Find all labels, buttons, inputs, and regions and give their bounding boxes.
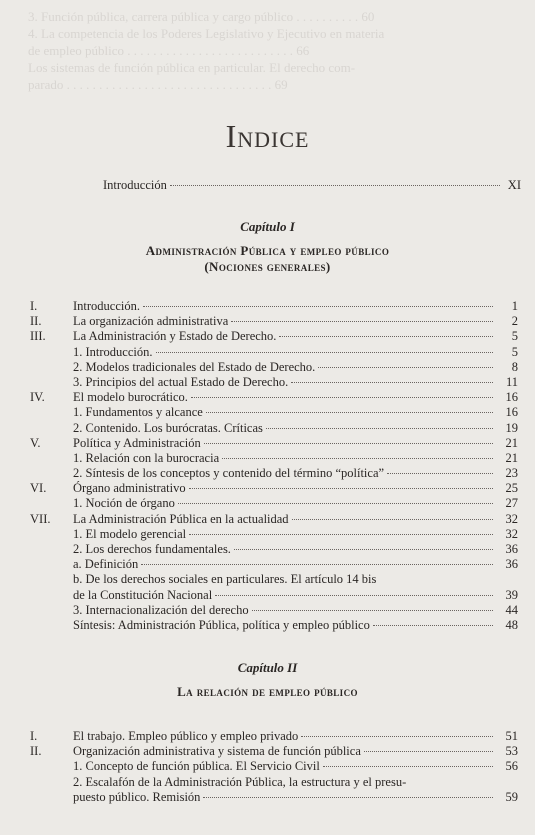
toc-entry[interactable] [30,451,518,466]
toc-entry[interactable] [30,314,518,329]
toc-entry[interactable] [30,557,518,572]
dot-leader [170,185,500,186]
toc-entry-numeral: IV. [30,390,45,405]
toc-entry[interactable] [30,390,518,405]
toc-entry-introduction[interactable] [103,178,521,194]
toc-page-number: 36 [505,557,518,572]
toc-page-number: 19 [505,420,518,435]
dot-leader [203,797,493,798]
show-through-line: 3. Función pública, carrera pública y cargo público . . . . . . . . . . 60 [28,9,375,24]
toc-entry-label: puesto público. Remisión [73,789,201,804]
chapter-2-number: Capítulo II [237,660,298,675]
toc-entry[interactable] [30,603,518,618]
toc-page-number: XI [507,178,521,192]
toc-page-number: 11 [505,374,518,389]
toc-entry-label: 1. Concepto de función pública. El Servicio Civil [73,759,320,774]
dot-leader [387,473,493,474]
show-through-line: Los sistemas de función pública en particular. El derecho com- [28,60,356,75]
toc-entry[interactable] [30,729,518,744]
toc-entry-label: Política y Administración [73,435,201,450]
toc-page-number: 1 [511,299,518,313]
dot-leader [318,367,493,368]
show-through-line: 4. La competencia de los Poderes Legislativo y Ejecutivo en materia [28,26,385,41]
toc-page-number: 5 [511,329,518,344]
toc-entry-label: Síntesis: Administración Pública, política y empleo público [73,617,370,632]
toc-entry[interactable] [30,759,518,774]
toc-entry-label: 2. Modelos tradicionales del Estado de Derecho. [73,359,316,374]
toc-entry-numeral: II. [30,744,42,759]
toc-entry[interactable] [30,572,518,587]
toc-page-number: 36 [505,542,518,556]
toc-page-number: 16 [505,390,518,405]
chapter-2-toc [30,729,518,805]
toc-entry[interactable] [30,299,518,314]
toc-entry-label: a. Definición [73,557,139,572]
toc-entry[interactable] [30,436,518,451]
toc-entry-label: Órgano administrativo [73,481,186,496]
toc-page-number: 5 [511,344,518,359]
toc-page-number: 53 [505,744,518,759]
toc-page-number: 56 [505,759,518,774]
toc-entry-label: 3. Principios del actual Estado de Derecho. [73,374,289,389]
toc-page-number: 59 [505,789,518,804]
toc-entry-numeral: III. [30,329,46,344]
toc-entry[interactable] [30,329,518,344]
toc-entry-numeral: I. [30,299,38,313]
toc-entry-label: 1. Introducción. [73,344,153,359]
toc-entry[interactable] [30,618,518,633]
toc-entry-label: 2. Síntesis de los conceptos y contenido del término “política” [73,466,385,481]
toc-entry-numeral: V. [30,435,41,450]
toc-entry-label: b. De los derechos sociales en particulares. El artículo 14 bis [73,572,377,587]
toc-entry[interactable] [30,375,518,390]
toc-entry-label: Organización administrativa y sistema de función pública [73,744,361,759]
toc-entry-numeral: I. [30,729,38,743]
toc-entry[interactable] [30,775,518,790]
dot-leader [178,503,493,504]
toc-entry[interactable] [30,496,518,511]
page-title: Indice [225,118,310,154]
toc-entry-numeral: VI. [30,481,47,496]
dot-leader [292,519,493,520]
toc-page-number: 2 [511,314,518,329]
toc-entry-label: 1. Relación con la burocracia [73,450,220,465]
toc-page-number: 21 [505,450,518,465]
toc-entry[interactable] [30,542,518,557]
toc-entry-label: La Administración Pública en la actualidad [73,511,289,526]
toc-page-number: 21 [505,435,518,450]
toc-page-number: 51 [505,729,518,743]
toc-page-number: 44 [505,602,518,617]
dot-leader [234,549,493,550]
toc-page-number: 23 [505,466,518,481]
toc-page-number: 16 [505,405,518,420]
toc-entry[interactable] [30,790,518,805]
dot-leader [191,397,493,398]
show-through-line: parado . . . . . . . . . . . . . . . . . . . . . . . . . . . . . . . . 69 [28,77,288,92]
dot-leader [266,428,493,429]
dot-leader [156,352,494,353]
toc-entry-label: 2. Escalafón de la Administración Pública, la estructura y el presu- [73,774,407,789]
chapter-1-title: Administración Pública y empleo público [145,243,390,258]
toc-entry-label: 1. El modelo gerencial [73,526,187,541]
toc-entry[interactable] [30,405,518,420]
toc-page-number: 39 [505,587,518,602]
chapter-1-number: Capítulo I [240,219,295,234]
dot-leader [323,766,493,767]
toc-entry-label: Introducción [103,178,167,192]
chapter-2-title: La relación de empleo público [177,684,358,699]
toc-entry-label: 3. Internacionalización del derecho [73,602,249,617]
toc-entry-label: 1. Noción de órgano [73,496,175,511]
toc-page-number: 25 [505,481,518,496]
toc-entry-label: El trabajo. Empleo público y empleo privado [73,729,299,743]
toc-entry[interactable] [30,744,518,759]
dot-leader [189,534,493,535]
toc-page-number: 48 [505,617,518,632]
toc-entry[interactable] [30,527,518,542]
dot-leader [364,751,493,752]
toc-entry[interactable] [30,345,518,360]
toc-entry[interactable] [30,360,518,375]
dot-leader [222,458,493,459]
toc-entry[interactable] [30,421,518,436]
dot-leader [189,488,493,489]
toc-entry-label: Introducción. [73,299,140,313]
toc-entry-label: 2. Contenido. Los burócratas. Críticas [73,420,263,435]
dot-leader [231,321,493,322]
show-through-line: de empleo público . . . . . . . . . . . . . . . . . . . . . . . . . . 66 [28,43,310,58]
chapter-1-subtitle: (Nociones generales) [204,259,331,274]
toc-entry[interactable] [30,481,518,496]
dot-leader [204,443,493,444]
toc-page-number: 27 [505,496,518,511]
toc-entry[interactable] [30,512,518,527]
dot-leader [215,595,493,596]
dot-leader [141,564,493,565]
dot-leader [373,625,493,626]
toc-entry-numeral: II. [30,314,42,329]
dot-leader [301,736,493,737]
toc-entry-label: de la Constitución Nacional [73,587,213,602]
toc-page-number: 32 [505,511,518,526]
dot-leader [252,610,493,611]
dot-leader [206,412,493,413]
toc-entry-label: 1. Fundamentos y alcance [73,405,203,420]
toc-entry-numeral: VII. [30,511,51,526]
toc-entry-label: 2. Los derechos fundamentales. [73,542,231,556]
toc-page-number: 8 [511,359,518,374]
dot-leader [279,336,493,337]
toc-entry[interactable] [30,588,518,603]
toc-entry-label: El modelo burocrático. [73,390,188,405]
toc-entry[interactable] [30,466,518,481]
dot-leader [291,382,493,383]
toc-entry-label: La organización administrativa [73,314,229,329]
dot-leader [143,306,493,307]
toc-page-number: 32 [505,526,518,541]
chapter-1-toc [30,299,518,633]
toc-entry-label: La Administración y Estado de Derecho. [73,329,277,344]
